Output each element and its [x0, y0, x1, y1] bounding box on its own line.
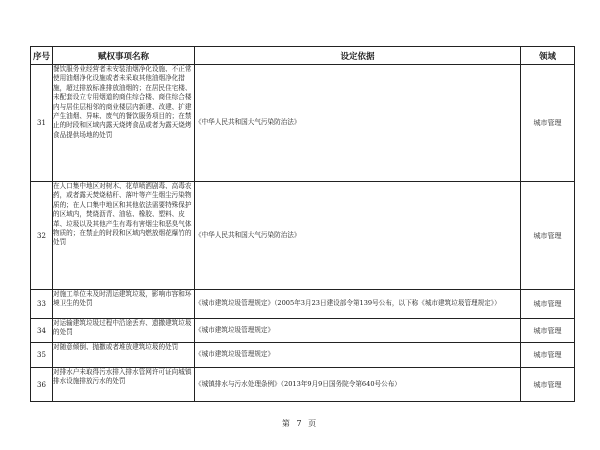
header-basis: 设定依据	[195, 47, 521, 65]
table-row	[31, 65, 575, 182]
row-basis: 《城市建筑垃圾管理规定》	[195, 343, 521, 368]
row-field: 城市管理	[521, 368, 575, 402]
row-basis: 《城镇排水与污水处理条例》（2013年9月9日国务院令第640号公布）	[195, 368, 521, 402]
row-no: 34	[31, 319, 53, 343]
table-row	[31, 319, 575, 343]
row-item-name: 在人口集中地区对树木、花草喷洒剧毒、高毒农药，或者露天焚烧秸秆、落叶等产生烟尘污染物质的；在人口集中地区和其他依法需要特殊保护的区域内，焚烧沥青、油毡、橡胶、塑料、皮革、垃圾以及其他产生有毒有害烟尘和恶臭气体物质的；在禁止的时段和区域内燃放烟花爆竹的处罚	[53, 182, 195, 290]
row-field: 城市管理	[521, 319, 575, 343]
row-field: 城市管理	[521, 290, 575, 319]
row-field: 城市管理	[521, 343, 575, 368]
authorization-items-table	[30, 46, 575, 402]
row-item-name: 对运输建筑垃圾过程中沿途丢弃、遗撒建筑垃圾的处罚	[53, 319, 195, 343]
row-no: 33	[31, 290, 53, 319]
table-row	[31, 343, 575, 368]
row-no: 36	[31, 368, 53, 402]
table-header-row	[31, 47, 575, 65]
table-row	[31, 368, 575, 402]
header-name: 赋权事项名称	[53, 47, 195, 65]
page-number: 第 7 页	[281, 419, 319, 428]
header-field: 领域	[521, 47, 575, 65]
row-item-name: 对施工单位未及时清运建筑垃圾，影响市容和环境卫生的处罚	[53, 290, 195, 319]
row-field: 城市管理	[521, 65, 575, 182]
row-no: 35	[31, 343, 53, 368]
row-no: 32	[31, 182, 53, 290]
row-field: 城市管理	[521, 182, 575, 290]
row-basis: 《城市建筑垃圾管理规定》（2005年3月23日建设部令第139号公布，以下称《城市建筑垃圾管理规定》）	[195, 290, 521, 319]
table-row	[31, 290, 575, 319]
table-row	[31, 182, 575, 290]
row-basis: 《城市建筑垃圾管理规定》	[195, 319, 521, 343]
row-basis: 《中华人民共和国大气污染防治法》	[195, 182, 521, 290]
row-basis: 《中华人民共和国大气污染防治法》	[195, 65, 521, 182]
row-item-name: 餐饮服务业经营者未安装油烟净化设施、不正常使用油烟净化设施或者未采取其他油烟净化措施，超过排放标准排放油烟的；在居民住宅楼、未配套设立专用烟道的商住综合楼、商住综合楼内与居住层相邻的商业楼层内新建、改建、扩建产生油烟、异味、废气的餐饮服务项目的；在禁止的时段和区域内露天烧烤食品或者为露天烧烤食品提供场地的处罚	[53, 65, 195, 182]
row-no: 31	[31, 65, 53, 182]
row-item-name: 对排水户未取得污水排入排水管网许可证向城镇排水设施排放污水的处罚	[53, 368, 195, 402]
row-item-name: 对随意倾倒、抛撒或者堆放建筑垃圾的处罚	[53, 343, 195, 368]
header-no: 序号	[31, 47, 53, 65]
